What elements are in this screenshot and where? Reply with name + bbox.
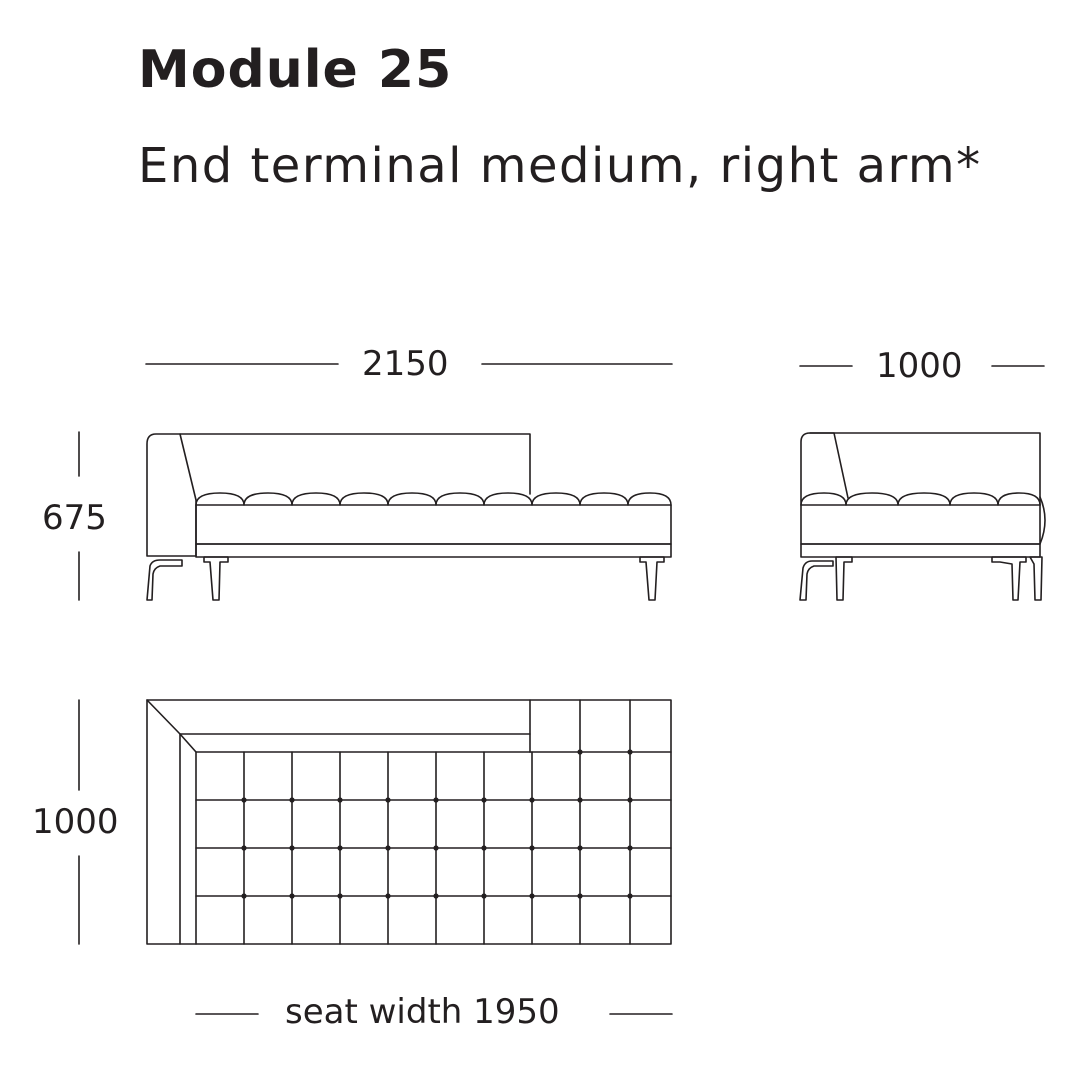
tuft-button (529, 845, 534, 850)
side-leg-front-b (836, 557, 852, 600)
tuft-button (627, 845, 632, 850)
side-elevation (800, 433, 1045, 600)
tuft-button (385, 845, 390, 850)
tuft-button (433, 893, 438, 898)
module-title: Module 25 (138, 40, 453, 100)
side-leg-back-b (1030, 557, 1042, 600)
tuft-button (481, 845, 486, 850)
tuft-button (241, 893, 246, 898)
tuft-button (529, 893, 534, 898)
side-tufting (801, 493, 1040, 505)
side-base (801, 544, 1040, 557)
side-depth-label: 1000 (876, 346, 963, 386)
tuft-button (385, 797, 390, 802)
front-tufting (196, 493, 671, 505)
tuft-button (481, 893, 486, 898)
side-leg-back-a (992, 557, 1026, 600)
plan-inner-frame (180, 734, 530, 944)
seat-width-label: seat width 1950 (285, 992, 560, 1032)
tuft-button (337, 893, 342, 898)
front-arm (147, 434, 196, 556)
tuft-button (337, 845, 342, 850)
tuft-button (433, 845, 438, 850)
front-leg-left (147, 560, 182, 600)
plan-arm-diagonal (147, 700, 180, 734)
plan-outline (147, 700, 671, 944)
tuft-button (241, 845, 246, 850)
side-seat-cushion (801, 505, 1040, 544)
tuft-button (289, 797, 294, 802)
plan-view (147, 700, 671, 944)
tuft-button (289, 845, 294, 850)
tuft-button (627, 749, 632, 754)
tuft-button (577, 893, 582, 898)
front-width-label: 2150 (362, 344, 449, 384)
tuft-button (241, 797, 246, 802)
tuft-button (337, 797, 342, 802)
plan-depth-label: 1000 (32, 802, 119, 842)
tuft-button (529, 797, 534, 802)
tuft-button (577, 845, 582, 850)
tuft-button (577, 749, 582, 754)
tuft-button (385, 893, 390, 898)
side-leg-front-a (800, 561, 833, 600)
height-label: 675 (42, 498, 107, 538)
side-arm (801, 433, 848, 505)
front-leg-mid (204, 557, 228, 600)
tuft-button (289, 893, 294, 898)
tuft-button (627, 893, 632, 898)
plan-corner-diagonal (180, 734, 196, 752)
front-seat-cushion (196, 505, 671, 544)
front-leg-right (640, 557, 664, 600)
front-elevation (147, 434, 671, 600)
front-backrest (180, 434, 530, 494)
module-subtitle: End terminal medium, right arm* (138, 138, 982, 194)
tuft-button (433, 797, 438, 802)
plan-tufting-grid (196, 700, 671, 944)
front-base (196, 544, 671, 557)
tuft-button (481, 797, 486, 802)
dimension-lines (79, 364, 1044, 1014)
tuft-button (577, 797, 582, 802)
tuft-button (627, 797, 632, 802)
